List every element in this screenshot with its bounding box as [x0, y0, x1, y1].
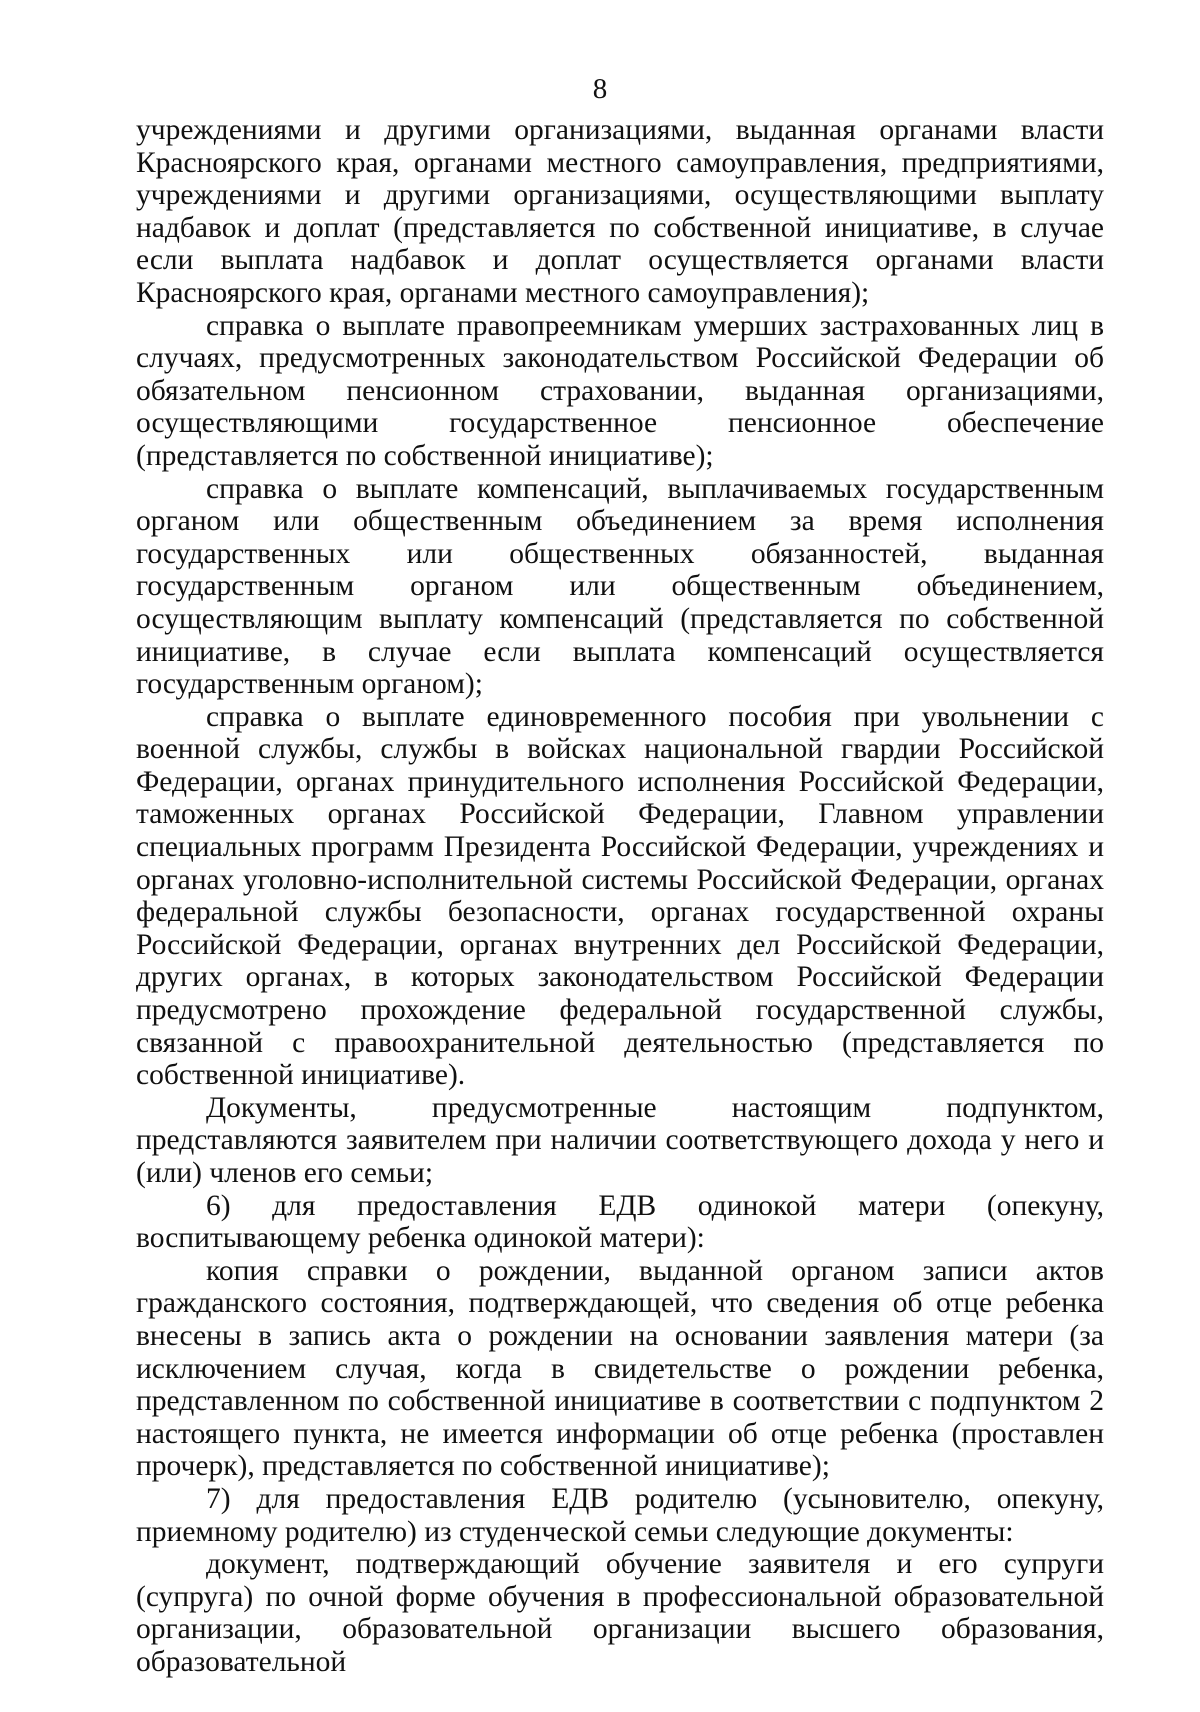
- paragraph-lump-sum-allowance-certificate: справка о выплате единовременного пособия при увольнении с военной службы, службы в войсках национальной гвардии Российской Федерации, органах принудительного исполнения Российской Федерации, таможенных органах Российской Федерации, Главном управлении специальных программ Президента Российской Федерации, учреждениях и органах уголовно-исполнительной системы Российской Федерации, органах федеральной службы безопасности, органах государственной охраны Российской Федерации, органах внутренних дел Российской Федерации, других органах, в которых законодательством Российской Федерации предусмотрено прохождение федеральной государственной службы, связанной с правоохранительной деятельностью (представляется по собственной инициативе).: [136, 700, 1104, 1092]
- paragraph-documents-note: Документы, предусмотренные настоящим подпунктом, представляются заявителем при наличии соответствующего дохода у него и (или) членов его семьи;: [136, 1091, 1104, 1189]
- paragraph-study-document: документ, подтверждающий обучение заявителя и его супруги (супруга) по очной форме обучения в профессиональной образовательной организации, образовательной организации высшего образования, образовательной: [136, 1548, 1104, 1678]
- paragraph-successor-payment-certificate: справка о выплате правопреемникам умерших застрахованных лиц в случаях, предусмотренных законодательством Российской Федерации об обязательном пенсионном страховании, выданная организациями, осуществляющими государственное пенсионное обеспечение (представляется по собственной инициативе);: [136, 309, 1104, 472]
- paragraph-continuation: учреждениями и другими организациями, выданная органами власти Красноярского края, органами местного самоуправления, предприятиями, учреждениями и другими организациями, осуществляющими выплату надбавок и доплат (представляется по собственной инициативе, в случае если выплата надбавок и доплат осуществляется органами власти Красноярского края, органами местного самоуправления);: [136, 114, 1104, 309]
- page-number: 8: [592, 73, 608, 105]
- paragraph-item-6: 6) для предоставления ЕДВ одинокой матери (опекуну, воспитывающему ребенка одинокой матери):: [136, 1189, 1104, 1255]
- paragraph-item-7: 7) для предоставления ЕДВ родителю (усыновителю, опекуну, приемному родителю) из студенческой семьи следующие документы:: [136, 1482, 1104, 1548]
- paragraph-birth-certificate-copy: копия справки о рождении, выданной органом записи актов гражданского состояния, подтверждающей, что сведения об отце ребенка внесены в запись акта о рождении на основании заявления матери (за исключением случая, когда в свидетельстве о рождении ребенка, представленном по собственной инициативе в соответствии с подпунктом 2 настоящего пункта, не имеется информации об отце ребенка (проставлен прочерк), представляется по собственной инициативе);: [136, 1254, 1104, 1483]
- paragraph-compensation-certificate: справка о выплате компенсаций, выплачиваемых государственным органом или общественным объединением за время исполнения государственных или общественных обязанностей, выданная государственным органом или общественным объединением, осуществляющим выплату компенсаций (представляется по собственной инициативе, в случае если выплата компенсаций осуществляется государственным органом);: [136, 472, 1104, 701]
- document-body: [136, 114, 1104, 1679]
